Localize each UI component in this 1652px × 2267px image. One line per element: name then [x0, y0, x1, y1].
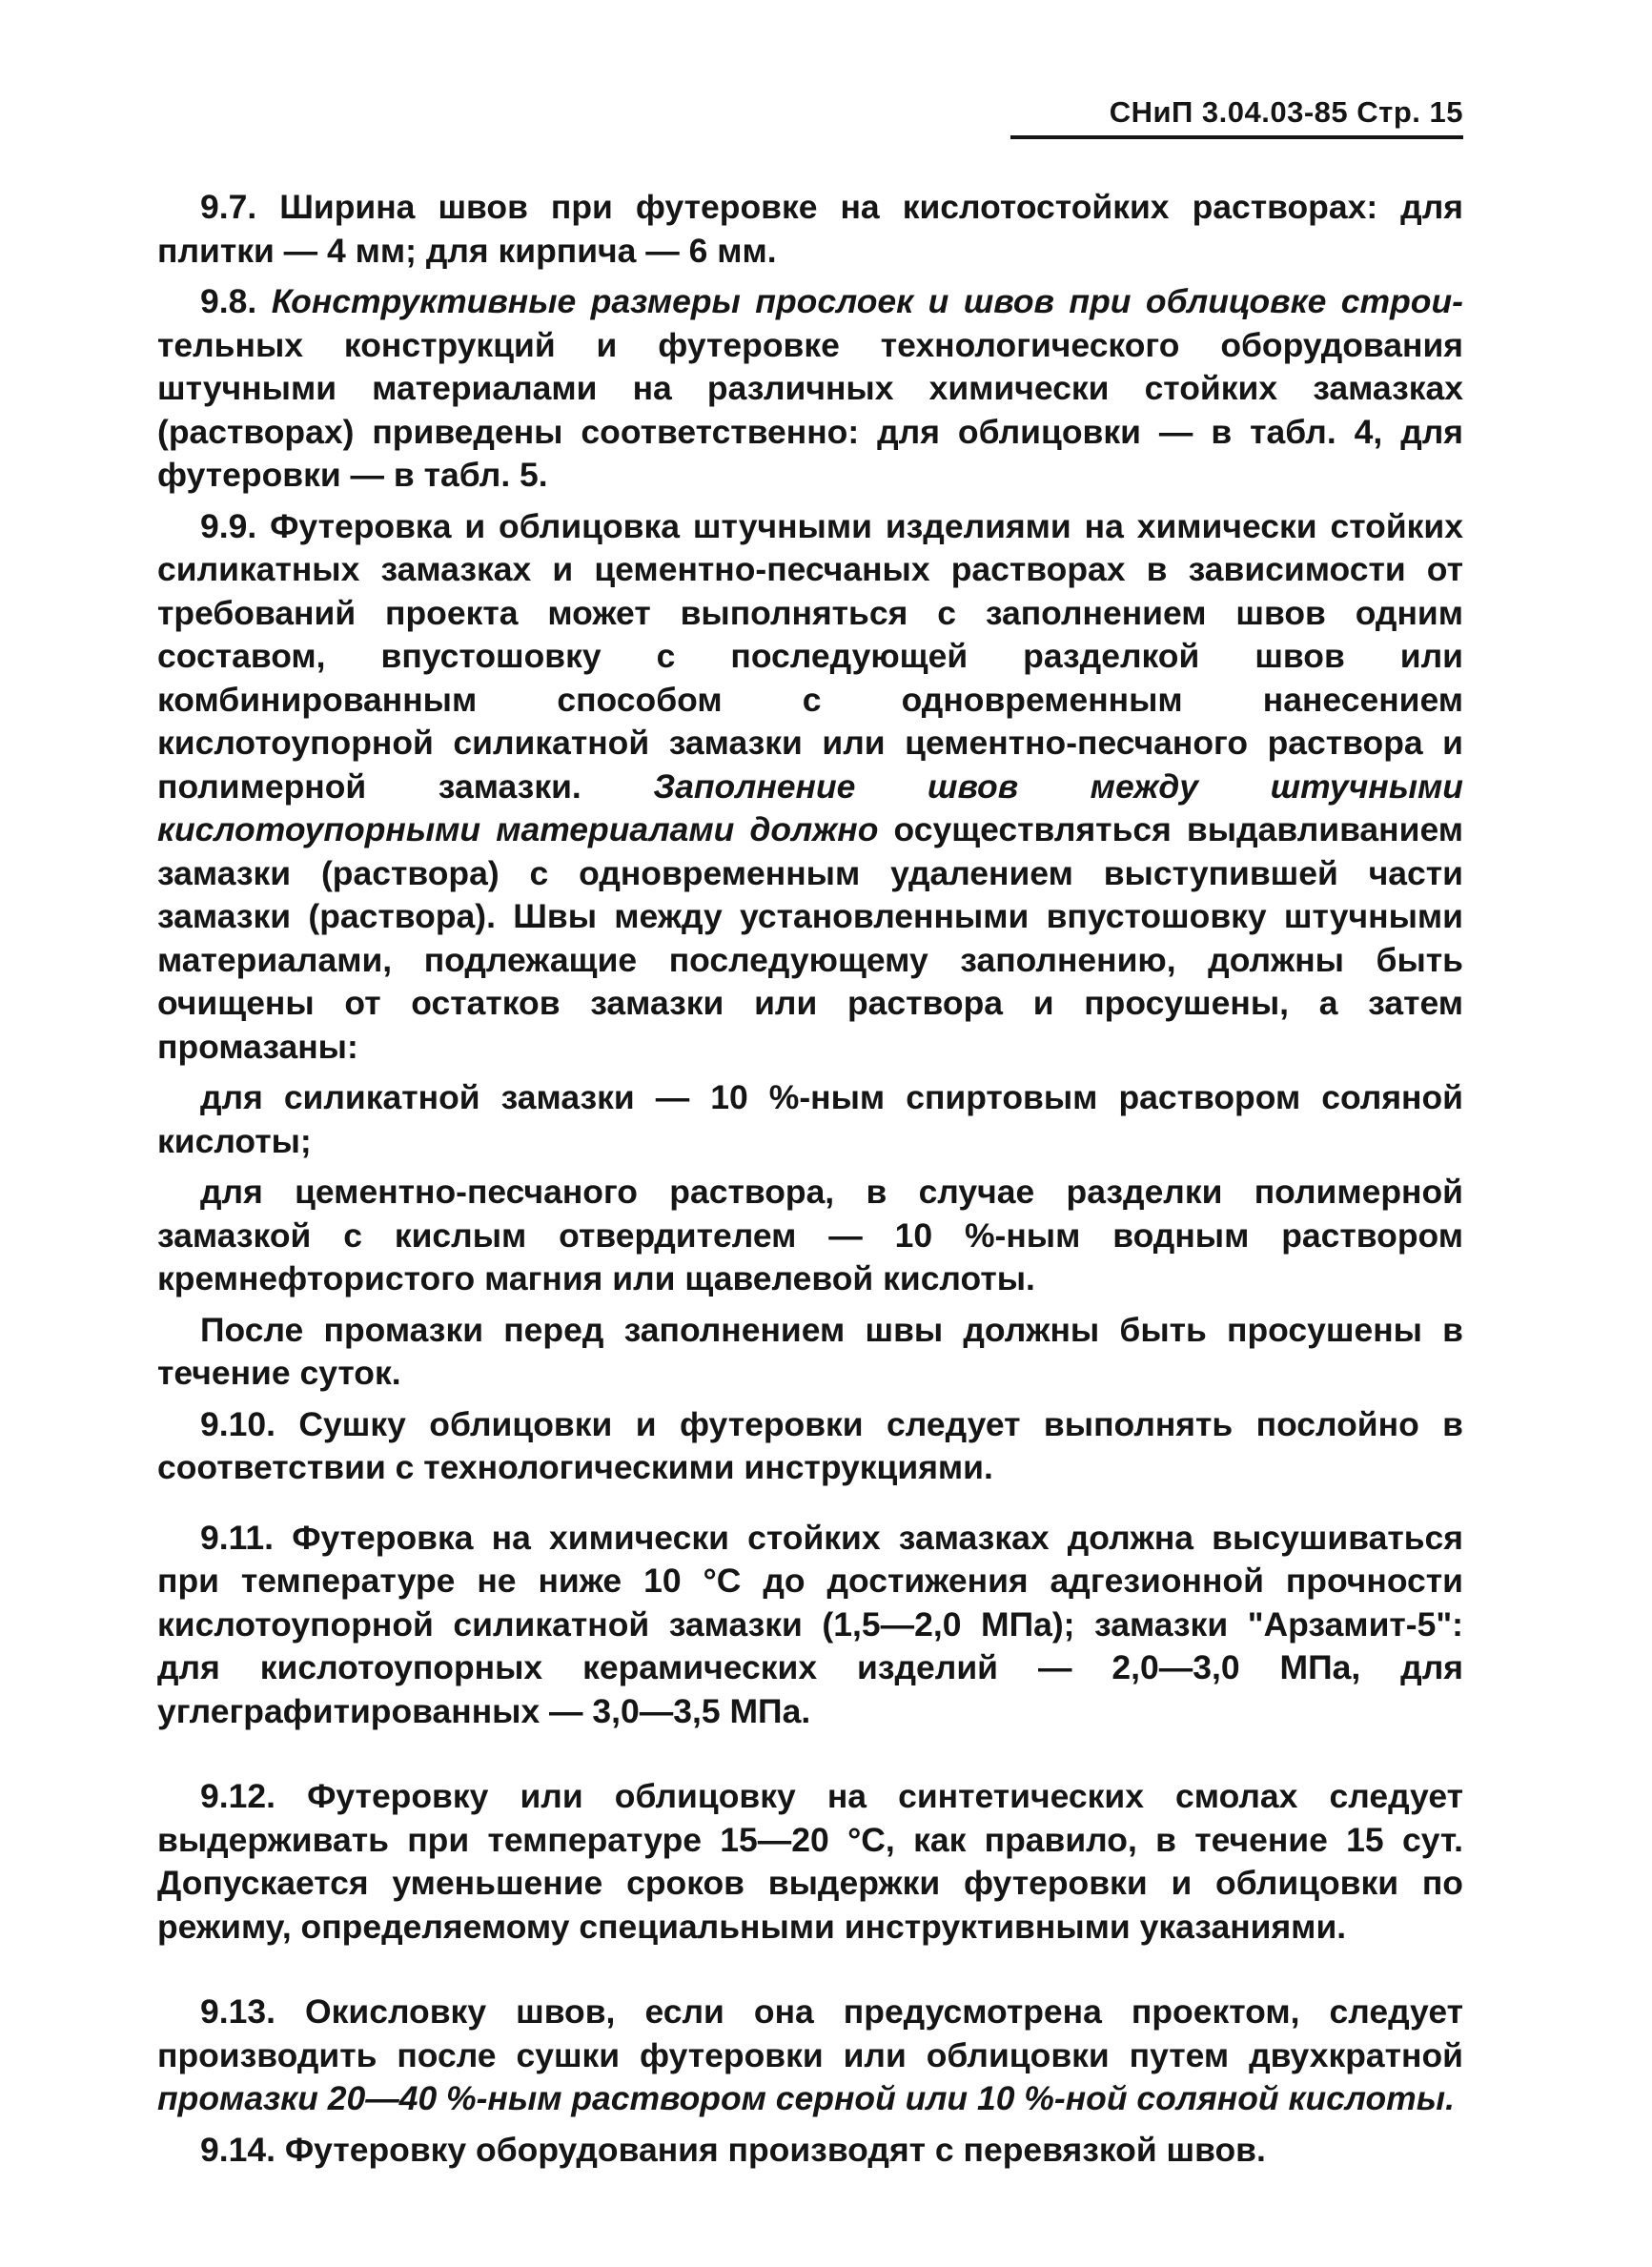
paragraph-text: для силикатной замазки — 10 %-ным спиртовым раствором соляной кислоты; — [157, 1078, 1463, 1160]
paragraph-text: После промазки перед заполнением швы должны быть просушены в течение суток. — [157, 1310, 1463, 1392]
paragraph-text: тельных конструкций и футеровке технологического оборудования штучными материалами на различных химически стойких замазках (растворах) приведены соответственно: для облицовки — в табл. 4, для футеровки — в табл. 5. — [157, 325, 1463, 494]
paragraph-9-7 — [157, 186, 1463, 273]
paragraph-number: 9.11. — [200, 1518, 274, 1557]
page-header-title: СНиП 3.04.03-85 Стр. 15 — [1109, 95, 1463, 129]
paragraph-text: Окисловку швов, если она предусмотрена проектом, следует производить после сушки футеровки или облицовки путем двухкратной — [157, 1992, 1463, 2074]
paragraph-number: 9.10. — [200, 1404, 275, 1443]
paragraph-number: 9.9. — [200, 506, 257, 545]
paragraph-text: Футеровка и облицовка штучными изделиями на химически стойких силикатных замазках и цементно-песчаных растворах в зависимости от требований проекта может выполняться с заполнением швов одним составом, впустошовку с последующей разделкой швов или комбинированным способом с одновременным нанесением кислотоупорной силикатной замазки или цементно-песчаного раствора и полимерной замазки. — [157, 506, 1463, 806]
paragraph-text-tail: осуществляться выдавливанием замазки (раствора) с одновременным удалением выступившей части замазки (раствора). Швы между установленными впустошовку штучными материалами, подлежащие последующему заполнению, должны быть очищены от остатков замазки или раствора и просушены, а затем промазаны: — [157, 810, 1463, 1066]
paragraph-9-8 — [157, 280, 1463, 498]
paragraph-text: Футеровка на химически стойких замазках должна высушиваться при температуре не ниже 10 °С до достижения адгезионной прочности кислотоупорной силикатной замазки (1,5—2,0 МПа); замазки "Арзамит-5": для кислотоупорных керамических изделий — 2,0—3,0 МПа, для углеграфитированных — 3,0—3,5 МПа. — [157, 1518, 1463, 1730]
paragraph-9-9-drying — [157, 1309, 1463, 1396]
paragraph-9-9 — [157, 505, 1463, 1070]
paragraph-number: 9.14. — [200, 2130, 275, 2169]
paragraph-9-10 — [157, 1403, 1463, 1490]
paragraph-text-italic: Заполнение швов между штучными кислотоупорными материалами должно — [157, 766, 1463, 848]
paragraph-text: Футеровку оборудования производят с перевязкой швов. — [284, 2130, 1266, 2169]
paragraph-number: 9.12. — [200, 1777, 275, 1815]
paragraph-text: для цементно-песчаного раствора, в случае разделки полимерной замазкой с кислым отвердителем — 10 %-ным водным раствором кремнефтористого магния или щавелевой кислоты. — [157, 1173, 1463, 1297]
paragraph-9-13 — [157, 1991, 1463, 2121]
paragraph-9-12 — [157, 1775, 1463, 1949]
paragraph-9-9-silicate — [157, 1076, 1463, 1163]
paragraph-text: Футеровку или облицовку на синтетических смолах следует выдерживать при температуре 15—20 °С, как правило, в течение 15 сут. Допускается уменьшение сроков выдержки футеровки и облицовки по режиму, определяемому специальными инструктивными указаниями. — [157, 1777, 1463, 1946]
paragraph-number: 9.7. — [200, 188, 257, 226]
paragraph-text-italic: промазки 20—40 %-ным раствором серной или 10 %-ной соляной кислоты. — [157, 2079, 1455, 2117]
paragraph-text: Сушку облицовки и футеровки следует выполнять послойно в соответствии с технологическими инструкциями. — [157, 1404, 1463, 1486]
paragraph-number: 9.8. — [200, 282, 257, 320]
page-header — [1010, 93, 1463, 139]
paragraph-9-9-cement — [157, 1171, 1463, 1301]
document-body — [157, 186, 1463, 2179]
paragraph-number: 9.13. — [200, 1992, 275, 2031]
paragraph-9-14 — [157, 2129, 1463, 2173]
paragraph-9-11 — [157, 1517, 1463, 1734]
paragraph-text-italic: Конструктивные размеры прослоек и швов при облицовке строи- — [271, 282, 1463, 320]
paragraph-text: Ширина швов при футеровке на кислотостойких растворах: для плитки — 4 мм; для кирпича — 6 мм. — [157, 188, 1463, 270]
